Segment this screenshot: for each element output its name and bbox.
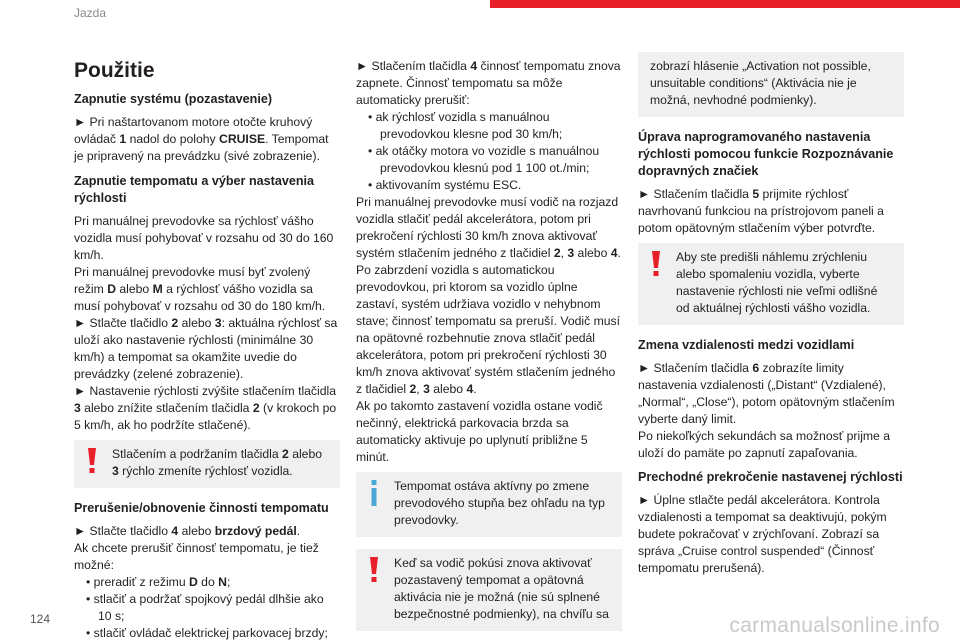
warning-text: Stlačením a podržaním tlačidla 2 alebo 3 rýchlo zmeníte rýchlosť vozidla. <box>112 447 323 478</box>
list-item: • ak rýchlosť vozidla s manuálnou prevodovkou klesne pod 30 km/h; <box>368 110 563 141</box>
info-icon <box>365 478 385 508</box>
paragraph: Pri manuálnej prevodovke sa rýchlosť vášho vozidla musí pohybovať v rozsahu od 30 do 160 km/h. <box>74 214 334 262</box>
page-number: 124 <box>30 612 51 626</box>
warning-box <box>638 243 904 325</box>
paragraph: ► Stlačte tlačidlo 4 alebo brzdový pedál. <box>74 524 301 538</box>
exclamation-warning-icon <box>365 555 385 585</box>
paragraph: ► Nastavenie rýchlosti zvýšite stlačením tlačidla 3 alebo znížite stlačením tlačidla 2 (v krokoch po 5 km/h, ak ho podržíte stlačené). <box>74 384 337 432</box>
page-header-title: Jazda <box>74 6 107 20</box>
info-box <box>356 472 622 537</box>
paragraph: ► Stlačením tlačidla 4 činnosť tempomatu znova zapnete. Činnosť tempomatu sa môže automaticky prerušiť: <box>356 59 621 107</box>
subsection-title: Prerušenie/obnovenie činnosti tempomatu <box>74 501 329 515</box>
info-text: Tempomat ostáva aktívny po zmene prevodového stupňa bez ohľadu na typ prevodovky. <box>394 479 605 527</box>
subsection-title: Zmena vzdialenosti medzi vozidlami <box>638 338 855 352</box>
subsection-title: Úprava naprogramovaného nastavenia rýchlosti pomocou funkcie Rozpoznávanie dopravných značiek <box>638 130 894 178</box>
paragraph: Pri manuálnej prevodovke musí vodič na rozjazd vozidla stlačiť pedál akcelerátora, potom pri prekročení rýchlosti 30 km/h znova aktivovať systém stlačením jedného z tlačidiel 2, 3 alebo 4. <box>356 195 621 260</box>
warning-box-continued <box>638 52 904 117</box>
exclamation-warning-icon <box>83 446 103 476</box>
warning-text: Keď sa vodič pokúsi znova aktivovať pozastavený tempomat a opätovná aktivácia nie je možná (nie sú splnené bezpečnostné podmienky), na chvíľu sa <box>394 556 609 621</box>
warning-box <box>74 440 340 488</box>
exclamation-warning-icon <box>647 249 667 279</box>
subsection-title: Zapnutie systému (pozastavenie) <box>74 92 273 106</box>
column-2 <box>356 58 622 631</box>
list-item: • aktivovaním systému ESC. <box>368 178 522 192</box>
warning-box <box>356 549 622 631</box>
paragraph: Ak po takomto zastavení vozidla ostane vodič nečinný, elektrická parkovacia brzda sa automaticky aktivuje po uplynutí približne 5 minút. <box>356 399 603 464</box>
paragraph: Po niekoľkých sekundách sa možnosť prijme a uloží do pamäte po zapnutí zapaľovania. <box>638 429 890 460</box>
list-item: • stlačiť a podržať spojkový pedál dlhšie ako 10 s; <box>86 592 324 623</box>
warning-text: Aby ste predišli náhlemu zrýchleniu alebo spomaleniu vozidla, vyberte nastavenie rýchlosti nie veľmi odlišné od aktuálnej rýchlosti vášho vozidla. <box>676 250 878 315</box>
column-1 <box>74 48 340 640</box>
paragraph: ► Stlačením tlačidla 5 prijmite rýchlosť navrhovanú funkciou na prístrojovom paneli a potom opätovným stlačením výber potvrďte. <box>638 187 884 235</box>
section-title: Použitie <box>74 59 155 82</box>
paragraph: ► Úplne stlačte pedál akcelerátora. Kontrola vzdialenosti a tempomat sa deaktivujú, pokým budete pokračovať v zrýchľovaní. Zobrazí sa správa „Cruise control suspended“ (Činnosť tempomatu prerušená). <box>638 493 887 575</box>
paragraph: Ak chcete prerušiť činnosť tempomatu, je tiež možné: <box>74 541 319 572</box>
paragraph: ► Pri naštartovanom motore otočte kruhový ovládač 1 nadol do polohy CRUISE. Tempomat je pripravený na prevádzku (sivé zobrazenie). <box>74 115 329 163</box>
paragraph: Pri manuálnej prevodovke musí byť zvolený režim D alebo M a rýchlosť vášho vozidla sa musí pohybovať v rozsahu od 30 do 180 km/h. <box>74 265 326 313</box>
list-item: • stlačiť ovládač elektrickej parkovacej brzdy; <box>86 626 328 640</box>
list-item: • ak otáčky motora vo vozidle s manuálnou prevodovkou klesnú pod 1 100 ot./min; <box>368 144 600 175</box>
list-item: • preradiť z režimu D do N; <box>86 575 231 589</box>
subsection-title: Zapnutie tempomatu a výber nastavenia rýchlosti <box>74 174 315 205</box>
paragraph: Po zabrzdení vozidla s automatickou prevodovkou, pri ktorom sa vozidlo úplne zastaví, systém udržiava vozidlo v nehybnom stave; činnosť tempomatu sa preruší. Vodič musí na opätovné rozbehnutie znova stlačiť pedál akcelerátora, potom pri prekročení rýchlosti 30 km/h znova aktivovať systém stlačením jedného z tlačidiel 2, 3 alebo 4. <box>356 263 621 396</box>
header-accent-bar <box>490 0 960 8</box>
paragraph: ► Stlačte tlačidlo 2 alebo 3: aktuálna rýchlosť sa uloží ako nastavenie rýchlosti (minimálne 30 km/h) a tempomat sa okamžite uvedie do prevádzky (zelené zobrazenie). <box>74 316 338 381</box>
subsection-title: Prechodné prekročenie nastavenej rýchlosti <box>638 470 903 484</box>
watermark: carmanualsonline.info <box>729 614 940 637</box>
column-3 <box>638 52 904 577</box>
warning-text: zobrazí hlásenie „Activation not possible, unsuitable conditions“ (Aktivácia nie je možná, nevhodné podmienky). <box>650 59 871 107</box>
paragraph: ► Stlačením tlačidla 6 zobrazíte limity nastavenia vzdialenosti („Distant“ (Vzdialené), „Normal“, „Close“), potom opätovným stlačením vyberte daný limit. <box>638 361 895 426</box>
